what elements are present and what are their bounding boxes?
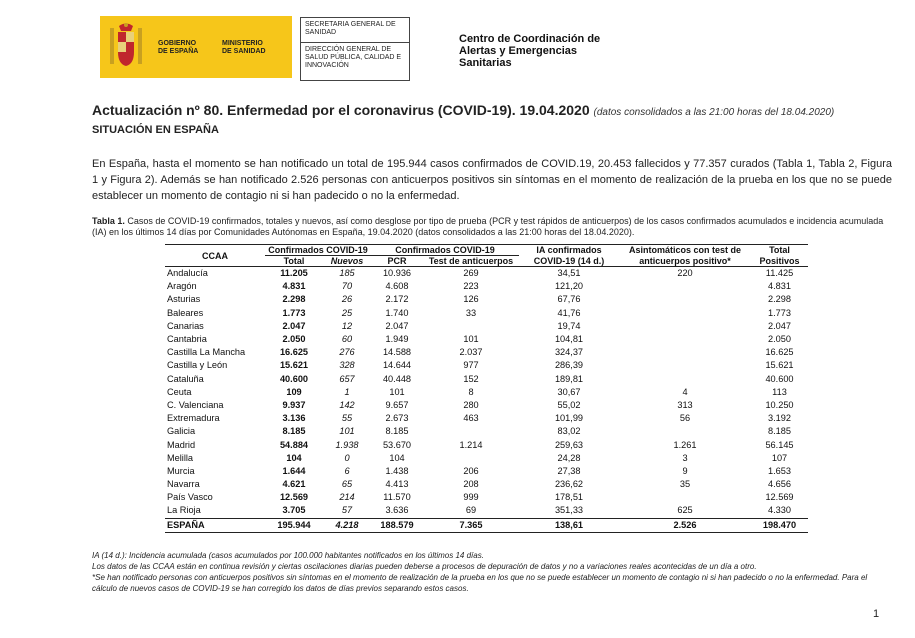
cell-tp: 15.621 [765, 360, 794, 371]
table-row [165, 320, 808, 333]
header-test: Test de anticuerpos [423, 256, 519, 267]
cell-nuevos: 142 [339, 399, 355, 410]
cell-test: 463 [463, 413, 479, 424]
header-ccaa: CCAA [165, 245, 265, 267]
cell-asin: 1.261 [673, 439, 697, 450]
cell-ia: 104,81 [554, 334, 584, 345]
document-header [0, 0, 915, 90]
cell-ia: 351,33 [554, 505, 584, 516]
cell-asin: 220 [677, 268, 693, 279]
table-row [165, 412, 808, 425]
table-row [165, 452, 808, 465]
cell-nuevos: 4.218 [323, 518, 371, 532]
page-number: 1 [873, 608, 880, 620]
cell-ccaa: ESPAÑA [165, 518, 265, 532]
cell-ccaa: Castilla y León [167, 360, 228, 371]
cell-pcr: 11.570 [383, 492, 411, 503]
cell-pcr: 14.644 [382, 360, 412, 371]
cell-test: 1.214 [459, 439, 483, 450]
header-pcr: PCR [371, 256, 423, 267]
header-nuevos: Nuevos [323, 256, 371, 267]
cell-ia: 138,61 [519, 518, 619, 532]
cell-pcr: 2.047 [385, 320, 409, 331]
cell-nuevos: 101 [339, 426, 355, 437]
cell-test: 126 [463, 294, 479, 305]
cell-test: 206 [463, 465, 479, 476]
cell-ccaa: Canarias [167, 320, 204, 331]
cell-ia: 67,76 [557, 294, 581, 305]
cell-asin [619, 333, 751, 346]
cell-ccaa: Madrid [167, 439, 196, 450]
cell-asin: 313 [677, 399, 693, 410]
cell-test: 8 [468, 386, 474, 397]
direccion-general: DIRECCIÓN GENERAL DE SALUD PÚBLICA, CALIDAD E INNOVACIÓN [305, 46, 402, 69]
cell-nuevos: 214 [339, 492, 355, 503]
cell-total: 9.937 [282, 399, 306, 410]
table-row [165, 359, 808, 372]
cell-test [423, 320, 519, 333]
cell-ccaa: Navarra [167, 479, 200, 490]
table-row [165, 267, 808, 281]
cell-test: 223 [463, 281, 479, 292]
cell-tp: 4.831 [768, 281, 791, 292]
header-asintomaticos-sub: anticuerpos positivo* [619, 256, 751, 267]
cell-pcr: 1.949 [385, 334, 409, 345]
cell-pcr: 3.636 [385, 505, 409, 516]
footnote-revision: Los datos de las CCAA están en continua revisión y ciertas oscilaciones diarias pueden deberse a procesos de depuración de datos y no a variaciones reales acontecidas de un día a otro. [92, 562, 757, 571]
cell-nuevos: 185 [339, 268, 355, 279]
cell-ia: 286,39 [554, 360, 584, 371]
cell-total: 1.773 [282, 307, 306, 318]
cell-test: 269 [463, 268, 479, 279]
table-caption: Tabla 1. Casos de COVID-19 confirmados, totales y nuevos, así como desglose por tipo de prueba (PCR y test rápidos de anticuerpos) de los casos confirmados acumulados e incidencia acumulada (IA) en los últimos 14 días por Comunidades Autónomas en España, 19.04.2020 (datos consolidados a las 21:00 horas del 18.04.2020). [92, 216, 884, 237]
cell-tp: 2.047 [768, 320, 791, 331]
cell-asin [619, 293, 751, 306]
cell-total: 11.205 [280, 268, 308, 279]
cell-tp: 10.250 [765, 399, 794, 410]
cell-asin [619, 425, 751, 438]
cell-total: 4.831 [282, 281, 306, 292]
cell-nuevos: 57 [341, 505, 353, 516]
ministerio-text: MINISTERIO DE SANIDAD [222, 40, 266, 55]
cell-pcr: 1.438 [385, 465, 409, 476]
secretaria-box [300, 17, 410, 81]
cell-asin [619, 307, 751, 320]
section-heading: SITUACIÓN EN ESPAÑA [92, 124, 219, 136]
cell-ia: 27,38 [557, 465, 581, 476]
cell-ccaa: Cataluña [167, 373, 204, 384]
cell-test: 7.365 [423, 518, 519, 532]
cell-tp: 198.470 [751, 518, 808, 532]
cell-ia: 83,02 [557, 426, 581, 437]
table-row [165, 504, 808, 518]
table-row [165, 399, 808, 412]
cell-test: 69 [465, 505, 477, 516]
cell-asin [619, 359, 751, 372]
cell-total: 15.621 [279, 360, 309, 371]
cell-nuevos: 12 [341, 320, 353, 331]
secretaria-general: SECRETARIA GENERAL DE SANIDAD [301, 18, 409, 43]
cell-tp: 107 [771, 452, 788, 463]
cell-pcr: 101 [389, 386, 405, 397]
cell-tp: 3.192 [768, 413, 791, 424]
cell-pcr: 8.185 [385, 426, 409, 437]
table-row [165, 293, 808, 306]
cell-ia: 236,62 [554, 479, 584, 490]
cell-total: 2.050 [282, 334, 306, 345]
header-ia-sub: COVID-19 (14 d.) [519, 256, 619, 267]
cell-ia: 101,99 [554, 413, 584, 424]
cell-pcr: 2.172 [385, 294, 409, 305]
cell-asin: 35 [679, 479, 691, 490]
cell-total: 3.136 [282, 413, 306, 424]
cell-ccaa: Cantabria [167, 334, 207, 345]
centro-coordinacion: Centro de Coordinación de Alertas y Emergencias Sanitarias [459, 33, 601, 69]
header-confirmados: Confirmados COVID-19 [265, 245, 371, 256]
cell-pcr: 104 [389, 452, 405, 463]
cell-ia: 121,20 [554, 281, 584, 292]
cell-ccaa: Murcia [167, 465, 195, 476]
cell-nuevos: 6 [344, 465, 350, 476]
cell-tp: 12.569 [765, 492, 794, 503]
cell-ccaa: Asturias [167, 294, 201, 305]
cell-tp: 2.050 [768, 334, 791, 345]
cell-tp: 1.653 [768, 465, 791, 476]
cell-nuevos: 328 [339, 360, 355, 371]
cell-test [423, 425, 519, 438]
cell-tp: 8.185 [768, 426, 791, 437]
table-row [165, 425, 808, 438]
table-row [165, 307, 808, 320]
cell-asin [619, 320, 751, 333]
cell-ccaa: Aragón [167, 281, 197, 292]
cell-nuevos: 276 [339, 347, 355, 358]
cell-total: 54.884 [279, 439, 309, 450]
cell-pcr: 10.936 [382, 268, 412, 279]
footnotes [92, 550, 892, 594]
cell-asin [619, 491, 751, 504]
cell-nuevos: 1 [344, 386, 350, 397]
cell-asin: 4 [682, 386, 688, 397]
table-row [165, 491, 808, 504]
gobierno-text: GOBIERNO DE ESPAÑA [158, 40, 199, 55]
cell-total: 104 [286, 452, 302, 463]
cell-ccaa: Baleares [167, 307, 204, 318]
table-row [165, 333, 808, 346]
cell-pcr: 53.670 [382, 439, 412, 450]
header-total: Total [265, 256, 323, 267]
cell-asin: 9 [682, 465, 688, 476]
document-title: Actualización nº 80. Enfermedad por el coronavirus (COVID-19). 19.04.2020 (datos consolidados a las 21:00 horas del 18.04.2020) [92, 102, 835, 118]
footnote-asintomaticos: *Se han notificado personas con anticuerpos positivos sin síntomas en el momento de realización de la prueba en los que no se puede establecer un momento de contagio ni si han padecido o no la enfermedad. Para el cálculo de nuevos casos de COVID-19 se han corregido los datos de días previos separando estos casos. [92, 573, 868, 593]
cell-ia: 30,67 [557, 386, 581, 397]
cell-asin: 625 [677, 505, 693, 516]
intro-paragraph: En España, hasta el momento se han notificado un total de 195.944 casos confirmados de COVID.19, 20.453 fallecidos y 77.357 curados (Tabla 1, Tabla 2, Figura 1 y Figura 2). Además se han notificado 2.526 personas con anticuerpos positivos sin síntomas en el momento de realización de la prueba en los que no se puede establecer un momento de contagio ni si han padecido o no la enfermedad. [92, 158, 892, 202]
cell-nuevos: 0 [344, 452, 350, 463]
table-row [165, 438, 808, 451]
cell-tp: 56.145 [765, 439, 794, 450]
cell-pcr: 1.740 [385, 307, 409, 318]
cell-asin [619, 373, 751, 386]
cell-pcr: 188.579 [371, 518, 423, 532]
cell-ia: 324,37 [554, 347, 584, 358]
table-row [165, 280, 808, 293]
cell-test: 2.037 [459, 347, 483, 358]
cell-test: 999 [463, 492, 479, 503]
cell-pcr: 4.413 [385, 479, 409, 490]
header-ia: IA confirmados [519, 245, 619, 256]
cell-asin [619, 280, 751, 293]
cell-test: 208 [463, 479, 479, 490]
cell-nuevos: 70 [341, 281, 353, 292]
cell-nuevos: 25 [341, 307, 353, 318]
cell-total: 12.569 [279, 492, 309, 503]
cell-pcr: 14.588 [382, 347, 412, 358]
cell-tp: 40.600 [765, 373, 794, 384]
cell-total: 3.705 [282, 505, 306, 516]
table-row [165, 478, 808, 491]
cell-tp: 11.425 [765, 268, 794, 279]
table-row [165, 346, 808, 359]
cell-total: 16.625 [279, 347, 309, 358]
covid-data-table [165, 244, 808, 533]
title-subtitle: (datos consolidados a las 21:00 horas del 18.04.2020) [593, 107, 835, 118]
header-asintomaticos: Asintomáticos con test de [619, 245, 751, 256]
cell-total: 1.644 [282, 465, 306, 476]
cell-tp: 16.625 [765, 347, 794, 358]
cell-nuevos: 65 [341, 479, 353, 490]
cell-ccaa: Ceuta [167, 386, 192, 397]
cell-total: 195.944 [265, 518, 323, 532]
cell-ccaa: Extremadura [167, 413, 220, 424]
cell-test [423, 452, 519, 465]
header-total-positivos: Total [751, 245, 808, 256]
cell-total: 40.600 [279, 373, 309, 384]
cell-ia: 41,76 [557, 307, 581, 318]
table-row [165, 465, 808, 478]
cell-ccaa: Andalucía [167, 268, 208, 279]
cell-tp: 1.773 [768, 307, 791, 318]
table-row [165, 373, 808, 386]
cell-ccaa: C. Valenciana [167, 399, 224, 410]
cell-ia: 189,81 [554, 373, 584, 384]
cell-ccaa: Castilla La Mancha [167, 347, 246, 358]
cell-ccaa: País Vasco [167, 492, 213, 503]
cell-ia: 34,51 [557, 268, 581, 279]
cell-asin: 56 [679, 413, 691, 424]
cell-ccaa: Melilla [167, 452, 194, 463]
cell-ia: 259,63 [554, 439, 584, 450]
cell-ia: 178,51 [554, 492, 584, 503]
cell-test: 977 [463, 360, 479, 371]
cell-ccaa: La Rioja [167, 505, 201, 516]
cell-total: 4.621 [282, 479, 306, 490]
cell-test: 33 [465, 307, 477, 318]
cell-ia: 55,02 [557, 399, 581, 410]
coat-of-arms-icon [106, 22, 146, 72]
cell-nuevos: 1.938 [335, 439, 359, 450]
gobierno-logo [100, 16, 292, 78]
cell-tp: 4.656 [768, 479, 791, 490]
cell-nuevos: 26 [341, 294, 353, 305]
cell-asin: 3 [682, 452, 688, 463]
cell-ia: 19,74 [557, 320, 581, 331]
cell-total: 2.298 [282, 294, 306, 305]
cell-test: 152 [463, 373, 479, 384]
table-row [165, 386, 808, 399]
table-total-row [165, 518, 808, 532]
cell-tp: 4.330 [768, 505, 791, 516]
cell-pcr: 4.608 [385, 281, 409, 292]
footnote-ia: IA (14 d.): Incidencia acumulada (casos acumulados por 100.000 habitantes notificados en los últimos 14 días. [92, 551, 484, 560]
cell-tp: 2.298 [768, 294, 791, 305]
cell-nuevos: 657 [339, 373, 355, 384]
cell-pcr: 9.657 [385, 399, 409, 410]
cell-pcr: 40.448 [382, 373, 412, 384]
cell-asin: 2.526 [619, 518, 751, 532]
cell-ccaa: Galicia [167, 426, 196, 437]
cell-nuevos: 60 [341, 334, 353, 345]
cell-asin [619, 346, 751, 359]
cell-nuevos: 55 [341, 413, 353, 424]
cell-test: 101 [463, 334, 479, 345]
cell-tp: 113 [772, 386, 787, 397]
header-positivos-sub: Positivos [751, 256, 808, 267]
cell-total: 109 [286, 386, 302, 397]
cell-total: 8.185 [282, 426, 306, 437]
cell-test: 280 [463, 399, 479, 410]
cell-total: 2.047 [282, 320, 306, 331]
cell-ia: 24,28 [557, 452, 581, 463]
cell-pcr: 2.673 [385, 413, 409, 424]
header-confirmados-tipo: Confirmados COVID-19 [371, 245, 519, 256]
